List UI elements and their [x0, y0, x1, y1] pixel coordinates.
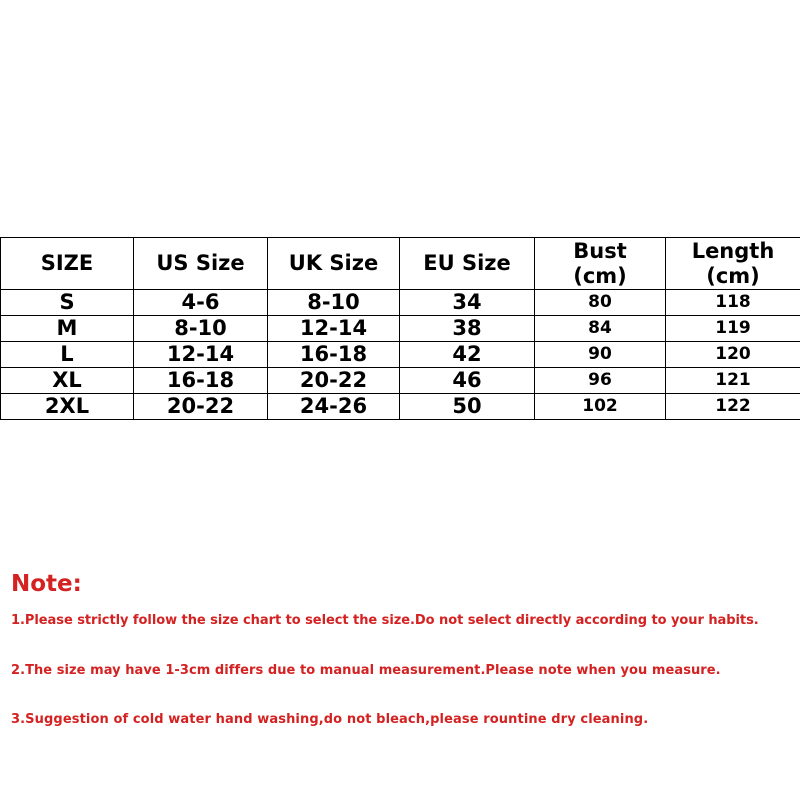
header-uk-size: UK Size: [268, 238, 400, 290]
cell-bust: 84: [535, 316, 666, 342]
cell-uk-size: 20-22: [268, 368, 400, 394]
table-row: [1, 290, 800, 316]
cell-length: 120: [666, 342, 800, 368]
cell-eu-size: 34: [400, 290, 535, 316]
cell-uk-size: 12-14: [268, 316, 400, 342]
cell-size: L: [1, 342, 134, 368]
cell-us-size: 12-14: [134, 342, 268, 368]
table-header-row: [1, 238, 800, 290]
size-chart-table: [0, 237, 800, 420]
cell-us-size: 16-18: [134, 368, 268, 394]
cell-size: S: [1, 290, 134, 316]
note-item-1: 1.Please strictly follow the size chart to select the size.Do not select directly according to your habits.: [11, 613, 759, 628]
table-row: [1, 342, 800, 368]
cell-eu-size: 46: [400, 368, 535, 394]
cell-bust: 96: [535, 368, 666, 394]
cell-uk-size: 8-10: [268, 290, 400, 316]
header-us-size: US Size: [134, 238, 268, 290]
cell-bust: 102: [535, 394, 666, 420]
cell-uk-size: 16-18: [268, 342, 400, 368]
cell-bust: 80: [535, 290, 666, 316]
note-item-3: 3.Suggestion of cold water hand washing,do not bleach,please rountine dry cleaning.: [11, 712, 649, 727]
cell-us-size: 20-22: [134, 394, 268, 420]
cell-us-size: 8-10: [134, 316, 268, 342]
cell-bust: 90: [535, 342, 666, 368]
note-item-2: 2.The size may have 1-3cm differs due to manual measurement.Please note when you measure.: [11, 663, 721, 678]
cell-length: 119: [666, 316, 800, 342]
header-length: Length (cm): [666, 238, 800, 290]
cell-us-size: 4-6: [134, 290, 268, 316]
table-row: [1, 316, 800, 342]
header-size: SIZE: [1, 238, 134, 290]
cell-eu-size: 38: [400, 316, 535, 342]
table-row: [1, 394, 800, 420]
cell-eu-size: 50: [400, 394, 535, 420]
header-bust: Bust (cm): [535, 238, 666, 290]
table-row: [1, 368, 800, 394]
header-eu-size: EU Size: [400, 238, 535, 290]
cell-length: 122: [666, 394, 800, 420]
cell-uk-size: 24-26: [268, 394, 400, 420]
cell-size: 2XL: [1, 394, 134, 420]
cell-size: M: [1, 316, 134, 342]
cell-size: XL: [1, 368, 134, 394]
note-title: Note:: [11, 571, 82, 597]
cell-eu-size: 42: [400, 342, 535, 368]
cell-length: 121: [666, 368, 800, 394]
cell-length: 118: [666, 290, 800, 316]
